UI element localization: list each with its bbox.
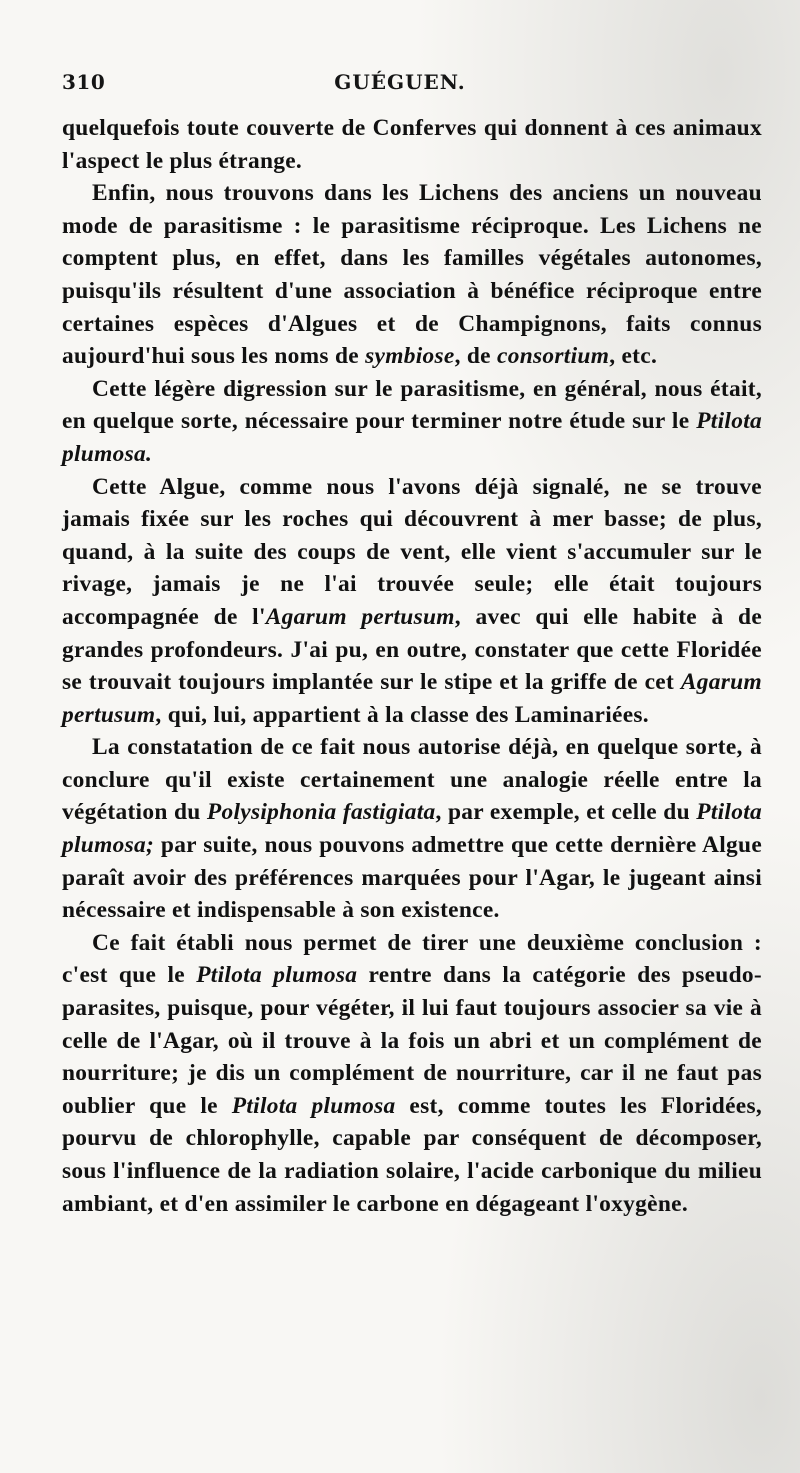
paragraph-4: [62, 471, 762, 732]
italic-term: Ptilota plumosa: [231, 1092, 396, 1119]
italic-term: Polysiphonia fastigiata: [206, 799, 436, 826]
text-segment: , etc.: [609, 343, 658, 370]
italic-term: consortium: [497, 343, 610, 370]
italic-term: Ptilota plumosa.: [62, 408, 762, 467]
page-number: 310: [62, 70, 106, 94]
paragraph-5: [62, 731, 762, 927]
italic-term: Ptilota plumosa: [196, 962, 358, 989]
paragraph-1: [62, 112, 762, 177]
text-segment: est, comme toutes les Floridées, pourvu de chlorophylle, capable par conséquent de décomposer, sous l'influence de la radiation solaire, l'acide carbonique du milieu ambiant, et d'en assimiler le carbone en dégageant l'oxygène.: [62, 1092, 762, 1217]
text-segment: Enfin, nous trouvons dans les Lichens des anciens un nouveau mode de parasitisme : le parasitisme réciproque. Les Lichens ne comptent plus, en effet, dans les familles végétales autonomes, puisqu'ils résultent d'une association à bénéfice réciproque entre certaines espèces d'Algues et de Champignons, faits connus aujourd'hui sous les noms de: [62, 180, 762, 370]
italic-term: Agarum pertusum: [265, 603, 455, 630]
text-segment: , par exemple, et celle du: [435, 799, 697, 826]
text-segment: par suite, nous pouvons admettre que cette dernière Algue paraît avoir des préférences marquées pour l'Agar, le jugeant ainsi nécessaire et indispensable à son existence.: [62, 832, 762, 924]
text-segment: quelquefois toute couverte de Conferves qui donnent à ces animaux l'aspect le plus étrange.: [62, 115, 762, 174]
text-segment: , qui, lui, appartient à la classe des Laminariées.: [155, 701, 649, 728]
text-segment: rentre dans la catégorie des pseudo-parasites, puisque, pour végéter, il lui faut toujours associer sa vie à celle de l'Agar, où il trouve à la fois un abri et un complément de nourriture; je dis un complément de nourriture, car il ne faut pas oublier que le: [62, 962, 762, 1119]
text-segment: Ce fait établi nous permet de tirer une deuxième conclusion : c'est que le: [62, 929, 762, 989]
paragraph-2: [62, 177, 762, 373]
text-segment: Cette Algue, comme nous l'avons déjà signalé, ne se trouve jamais fixée sur les roches qui découvrent à mer basse; de plus, quand, à la suite des coups de vent, elle vient s'accumuler sur le rivage, jamais je ne l'ai trouvée seule; elle était toujours accompagnée de l': [62, 473, 762, 630]
paragraph-6: [62, 927, 762, 1220]
text-segment: La constatation de ce fait nous autorise déjà, en quelque sorte, à conclure qu'il existe certainement une analogie réelle entre la végétation du: [62, 734, 762, 826]
text-segment: , de: [454, 343, 498, 370]
running-head-author: GUÉGUEN.: [334, 70, 466, 94]
text-segment: , avec qui elle habite à de grandes profondeurs. J'ai pu, en outre, constater que cette Floridée se trouvait toujours implantée sur le stipe et la griffe de cet: [62, 603, 763, 696]
italic-term: Ptilota plumosa;: [62, 799, 763, 859]
body-text: [62, 112, 762, 1220]
paragraph-3: [62, 373, 762, 471]
running-head: [62, 70, 738, 100]
italic-term: symbiose: [365, 343, 455, 370]
text-segment: Cette légère digression sur le parasitisme, en général, nous était, en quelque sorte, nécessaire pour terminer notre étude sur le: [62, 375, 762, 435]
italic-term: Agarum pertusum: [62, 669, 762, 728]
